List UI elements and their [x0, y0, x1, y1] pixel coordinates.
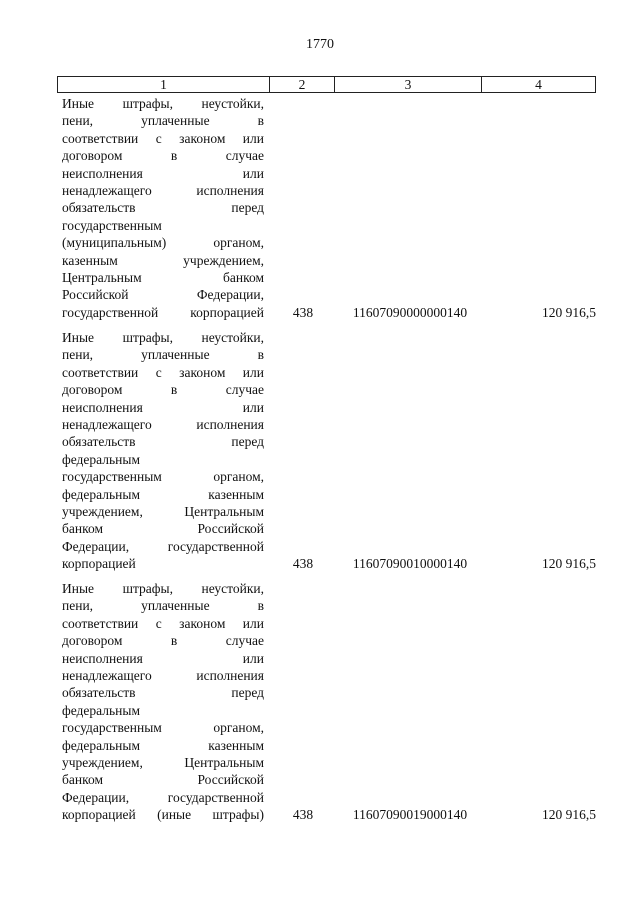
description-line: договором в случае: [62, 633, 264, 649]
description-line: банком Российской: [62, 521, 264, 537]
row-amount: 120 916,5: [542, 304, 596, 320]
row-description: [62, 95, 264, 321]
description-line: государственным органом,: [62, 469, 264, 485]
description-line: неисполнения или: [62, 399, 264, 415]
table-header-row: [57, 76, 596, 93]
description-line: (муниципальным) органом,: [62, 235, 264, 251]
row-kbk: 11607090010000140: [352, 556, 468, 572]
description-line: обязательств перед: [62, 200, 264, 216]
row-description: [62, 580, 264, 823]
description-line: ненадлежащего исполнения: [62, 182, 264, 198]
description-line: учреждением, Центральным: [62, 503, 264, 519]
description-line: федеральным казенным: [62, 737, 264, 753]
description-line: корпорацией: [62, 556, 136, 572]
description-line: неисполнения или: [62, 165, 264, 181]
column-header-3: 3: [335, 77, 482, 92]
description-line: государственным органом,: [62, 720, 264, 736]
description-line: Российской Федерации,: [62, 287, 264, 303]
row-code: 438: [292, 304, 314, 320]
row-kbk: 11607090019000140: [352, 807, 468, 823]
description-line: пени, уплаченные в: [62, 598, 264, 614]
description-line: корпорацией (иные штрафы): [62, 807, 264, 823]
description-line: договором в случае: [62, 148, 264, 164]
description-line: Федерации, государственной: [62, 538, 264, 554]
description-line: соответствии с законом или: [62, 364, 264, 380]
description-line: учреждением, Центральным: [62, 754, 264, 770]
column-header-1: 1: [58, 77, 270, 92]
row-code: 438: [292, 807, 314, 823]
description-line: Иные штрафы, неустойки,: [62, 330, 264, 345]
description-line: пени, уплаченные в: [62, 347, 264, 363]
description-line: ненадлежащего исполнения: [62, 667, 264, 683]
description-line: Иные штрафы, неустойки,: [62, 96, 264, 111]
description-line: государственным: [62, 217, 162, 233]
description-line: ненадлежащего исполнения: [62, 416, 264, 432]
description-line: банком Российской: [62, 772, 264, 788]
description-line: обязательств перед: [62, 685, 264, 701]
description-line: пени, уплаченные в: [62, 113, 264, 129]
description-line: Федерации, государственной: [62, 789, 264, 805]
description-line: федеральным: [62, 451, 141, 467]
page-number: 1770: [306, 37, 334, 52]
description-line: неисполнения или: [62, 650, 264, 666]
column-header-2: 2: [270, 77, 335, 92]
description-line: обязательств перед: [62, 434, 264, 450]
column-header-4: 4: [535, 77, 542, 92]
row-kbk: 11607090000000140: [352, 304, 468, 320]
row-amount: 120 916,5: [542, 556, 596, 572]
description-line: соответствии с законом или: [62, 130, 264, 146]
description-line: соответствии с законом или: [62, 615, 264, 631]
row-code: 438: [292, 556, 314, 572]
description-line: федеральным: [62, 702, 141, 718]
description-line: договором в случае: [62, 382, 264, 398]
description-line: государственной корпорацией: [62, 304, 264, 320]
description-line: казенным учреждением,: [62, 252, 264, 268]
description-line: Иные штрафы, неустойки,: [62, 581, 264, 596]
row-amount: 120 916,5: [542, 807, 596, 823]
description-line: федеральным казенным: [62, 486, 264, 502]
description-line: Центральным банком: [62, 269, 264, 285]
row-description: [62, 329, 264, 572]
